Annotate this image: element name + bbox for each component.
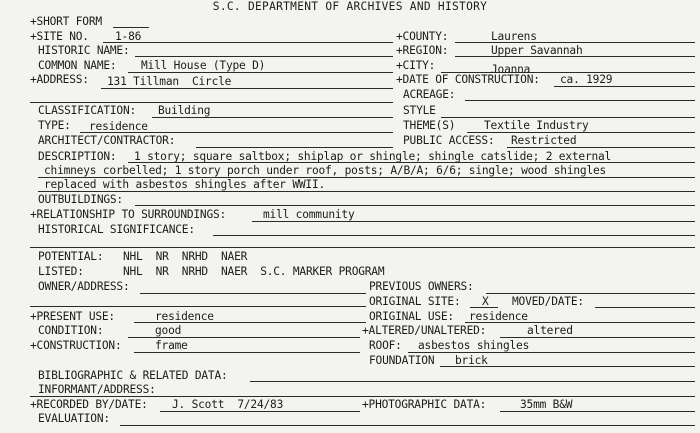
architect-label: ARCHITECT/CONTRACTOR: <box>38 134 176 147</box>
common-name-label: COMMON NAME: <box>38 59 117 72</box>
original-site-label: ORIGINAL SITE: <box>369 295 461 308</box>
address-label: +ADDRESS: <box>30 73 89 86</box>
short-form-line <box>113 27 149 28</box>
form-title: S.C. DEPARTMENT OF ARCHIVES AND HISTORY <box>212 0 488 13</box>
description-label: DESCRIPTION: <box>38 150 117 163</box>
bibliographic-label: BIBLIOGRAPHIC & RELATED DATA: <box>38 369 228 382</box>
original-use-line <box>465 322 695 323</box>
recorded-by-value: J. Scott 7/24/83 <box>172 398 284 411</box>
historical-significance-label: HISTORICAL SIGNIFICANCE: <box>38 223 195 236</box>
address-value: 131 Tillman Circle <box>107 75 232 88</box>
photographic-value: 35mm B&W <box>520 398 573 411</box>
site-no-label: +SITE NO. <box>30 30 89 43</box>
public-access-label: PUBLIC ACCESS: <box>403 134 495 147</box>
outbuildings-line <box>135 205 695 206</box>
county-value: Laurens <box>491 30 537 43</box>
present-use-line <box>134 322 366 323</box>
informant-line <box>30 396 695 397</box>
photographic-line <box>500 411 695 412</box>
foundation-value: brick <box>455 354 488 367</box>
city-label: +CITY: <box>396 59 436 72</box>
original-site-value: X <box>482 295 489 308</box>
condition-label: CONDITION: <box>38 324 104 337</box>
description-rule-3 <box>38 191 695 192</box>
date-of-construction-value: ca. 1929 <box>560 73 613 86</box>
acreage-line <box>465 100 695 101</box>
listed-row: LISTED: NHL NR NRHD NAER S.C. MARKER PROGRAM <box>38 265 385 278</box>
architect-line <box>196 147 393 148</box>
recorded-by-label: +RECORDED BY/DATE: <box>30 398 148 411</box>
historic-name-label: HISTORIC NAME: <box>38 44 130 57</box>
themes-line <box>467 132 695 133</box>
outbuildings-label: OUTBUILDINGS: <box>38 193 123 206</box>
informant-label: INFORMANT/ADDRESS: <box>38 383 156 396</box>
relationship-line <box>252 221 695 222</box>
roof-label: ROOF: <box>369 339 402 352</box>
site-no-value: 1-86 <box>115 30 142 43</box>
region-label: +REGION: <box>396 44 449 57</box>
moved-date-label: MOVED/DATE: <box>512 295 584 308</box>
type-label: TYPE: <box>38 119 71 132</box>
evaluation-line <box>120 425 695 426</box>
relationship-label: +RELATIONSHIP TO SURROUNDINGS: <box>30 208 227 221</box>
condition-value: good <box>155 324 182 337</box>
present-use-value: residence <box>155 310 214 323</box>
altered-value: altered <box>527 324 573 337</box>
historic-name-line <box>135 56 393 57</box>
photographic-label: +PHOTOGRAPHIC DATA: <box>362 398 487 411</box>
classification-value: Building <box>158 104 211 117</box>
county-line <box>455 42 695 43</box>
date-of-construction-line <box>554 86 695 87</box>
roof-line <box>408 352 695 353</box>
owner-address-label: OWNER/ADDRESS: <box>38 280 130 293</box>
common-name-line <box>128 72 393 73</box>
city-value: Joanna <box>491 63 531 76</box>
present-use-label: +PRESENT USE: <box>30 310 115 323</box>
region-value: Upper Savannah <box>491 44 583 57</box>
owner-address-line <box>140 293 366 294</box>
altered-line <box>500 337 695 338</box>
site-no-line <box>103 42 393 43</box>
altered-label: +ALTERED/UNALTERED: <box>362 324 487 337</box>
roof-value: asbestos shingles <box>418 339 530 352</box>
moved-date-line <box>595 307 695 308</box>
evaluation-label: EVALUATION: <box>38 412 110 425</box>
construction-line <box>134 352 360 353</box>
foundation-label: FOUNDATION <box>369 354 435 367</box>
address-line <box>101 88 393 89</box>
common-name-value: Mill House (Type D) <box>141 59 266 72</box>
original-site-line <box>470 307 498 308</box>
acreage-label: ACREAGE: <box>403 88 456 101</box>
foundation-line <box>440 366 695 367</box>
description-line-1: 1 story; square saltbox; shiplap or shingle; shingle catslide; 2 external <box>134 150 612 163</box>
condition-line <box>128 337 360 338</box>
public-access-value: Restricted <box>511 134 577 147</box>
style-label: STYLE <box>403 104 436 117</box>
relationship-value: mill community <box>263 208 355 221</box>
original-use-value: residence <box>469 310 528 323</box>
previous-owners-label: PREVIOUS OWNERS: <box>369 280 474 293</box>
county-label: +COUNTY: <box>396 30 449 43</box>
potential-row: POTENTIAL: NHL NR NRHD NAER <box>38 250 248 263</box>
description-rule-1 <box>128 162 695 163</box>
address-extra-line <box>30 102 393 103</box>
classification-line <box>152 117 393 118</box>
original-use-label: ORIGINAL USE: <box>369 310 454 323</box>
significance-extra-line <box>30 247 695 248</box>
short-form-label: +SHORT FORM <box>30 15 102 28</box>
owner-extra-line <box>30 306 366 307</box>
recorded-by-line <box>160 411 360 412</box>
construction-value: frame <box>155 339 188 352</box>
bibliographic-line <box>250 381 695 382</box>
type-value: residence <box>89 120 148 133</box>
public-access-line <box>507 147 695 148</box>
themes-label: THEME(S) <box>403 119 456 132</box>
historical-significance-line <box>213 235 695 236</box>
description-line-2: chimneys corbelled; 1 story porch under roof, posts; A/B/A; 6/6; single; wood shingles <box>44 164 607 177</box>
region-line <box>455 56 695 57</box>
classification-label: CLASSIFICATION: <box>38 104 137 117</box>
themes-value: Textile Industry <box>484 119 589 132</box>
construction-label: +CONSTRUCTION: <box>30 339 122 352</box>
description-line-3: replaced with asbestos shingles after WWII. <box>44 178 326 191</box>
previous-owners-line <box>486 293 695 294</box>
style-line <box>441 117 695 118</box>
date-of-construction-label: +DATE OF CONSTRUCTION: <box>396 73 540 86</box>
type-line <box>80 132 393 133</box>
